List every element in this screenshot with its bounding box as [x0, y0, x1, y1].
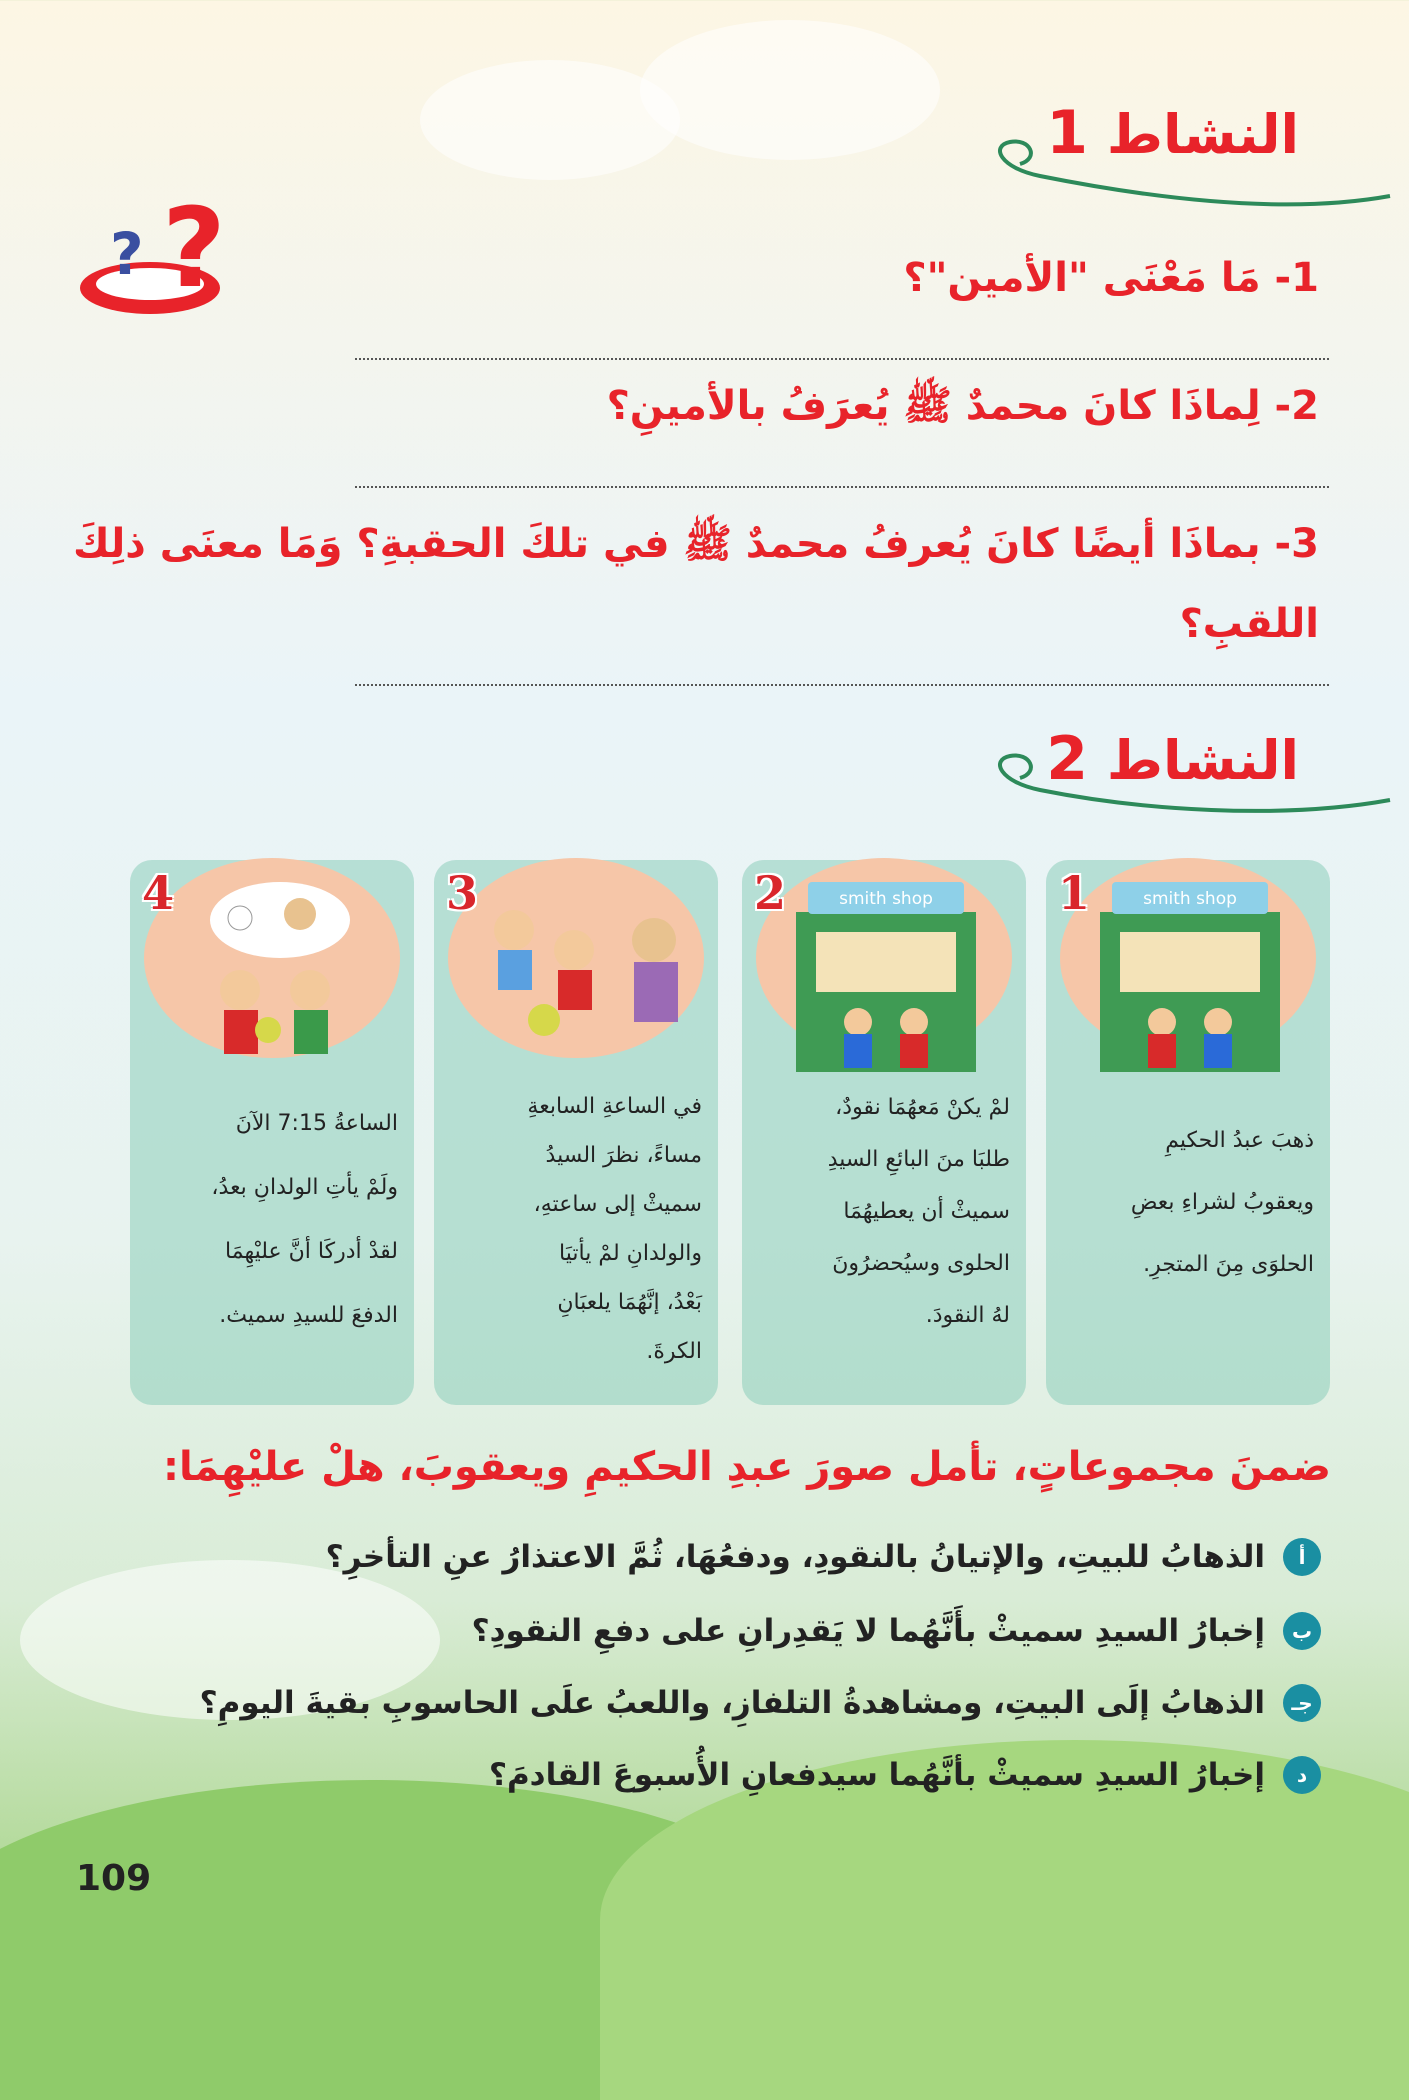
- shop-illustration: [786, 882, 986, 1072]
- story-card-1: [1046, 860, 1330, 1405]
- page-number: 109: [76, 1858, 152, 1899]
- background-cloud: [640, 20, 940, 160]
- kids-playing-illustration: [464, 890, 694, 1060]
- shop-sign: smith shop: [839, 889, 933, 909]
- card-text-line: في الساعةِ السابعةِ: [527, 1094, 702, 1119]
- option-text: الذهابُ إلَى البيتِ، ومشاهدةُ التلفازِ، واللعبُ علَى الحاسوبِ بقيةَ اليومِ؟: [199, 1685, 1265, 1721]
- swirl-decoration: [980, 136, 1400, 226]
- story-card-2: [742, 860, 1026, 1405]
- card-text-line: لقدْ أدركَا أنَّ عليْهِمَا: [225, 1239, 398, 1264]
- svg-text:?: ?: [162, 184, 226, 312]
- option-text: إخبارُ السيدِ سميثْ بأَنَّهُما لا يَقدِرانِ على دفعِ النقودِ؟: [471, 1613, 1265, 1649]
- option-item: [472, 1604, 1321, 1658]
- card-text: [1062, 1110, 1314, 1296]
- card-text-line: الكرةَ.: [646, 1339, 702, 1364]
- option-letter-badge: أ: [1283, 1538, 1321, 1576]
- option-letter-badge: ب: [1283, 1612, 1321, 1650]
- shop-illustration: [1090, 882, 1290, 1072]
- kids-thinking-illustration: [180, 880, 370, 1060]
- option-text: إخبارُ السيدِ سميثْ بأنَّهُما سيدفعانِ الأُسبوعَ القادمَ؟: [488, 1757, 1265, 1793]
- activity-title-number: 1: [1046, 98, 1089, 168]
- card-number: 3: [446, 866, 479, 920]
- shop-sign: smith shop: [1143, 889, 1237, 909]
- question-1: 1- مَا مَعْنَى "الأمين"؟: [903, 255, 1319, 301]
- question-mark-icon: [70, 178, 238, 326]
- answer-line: [355, 684, 1329, 686]
- option-letter-badge: د: [1283, 1756, 1321, 1794]
- card-text-line: الدفعَ للسيدِ سميث.: [219, 1303, 398, 1328]
- card-text-line: مساءً، نظرَ السيدُ: [545, 1143, 702, 1168]
- card-text-line: الحلوَى مِنَ المتجرِ.: [1143, 1252, 1314, 1277]
- card-text-line: لهُ النقودَ.: [925, 1303, 1010, 1328]
- option-item: [200, 1676, 1321, 1730]
- card-text-line: ويعقوبُ لشراءِ بعضِ: [1130, 1190, 1314, 1215]
- question-3: 3- بماذَا أيضًا كانَ يُعرفُ محمدٌ ﷺ في تلكَ الحقبةِ؟ وَمَا معنَى ذلِكَ: [73, 521, 1319, 567]
- activity-title-number: 2: [1046, 724, 1089, 794]
- card-text-line: بَعْدُ، إنَّهُمَا يلعبَانِ: [557, 1290, 702, 1315]
- card-text-line: ذهبَ عبدُ الحكيمِ: [1165, 1128, 1314, 1153]
- card-text: [146, 1092, 398, 1348]
- answer-line: [355, 358, 1329, 360]
- card-text-line: الحلوى وسيُحضرُونَ: [832, 1251, 1010, 1276]
- activity-title-word: النشاط: [1106, 103, 1299, 166]
- card-text-line: طلبَا منَ البائعِ السيدِ: [827, 1147, 1010, 1172]
- swirl-decoration: [980, 750, 1400, 840]
- card-text-line: لمْ يكنْ مَعهُمَا نقودٌ،: [835, 1095, 1010, 1120]
- story-card-4: [130, 860, 414, 1405]
- card-text-line: سميثْ أن يعطيهُمَا: [843, 1199, 1010, 1224]
- option-letter-badge: جـ: [1283, 1684, 1321, 1722]
- question-2: 2- لِماذَا كانَ محمدٌ ﷺ يُعرَفُ بالأمينِ؟: [606, 383, 1319, 429]
- card-text: [758, 1082, 1010, 1342]
- card-text-line: والولدانِ لمْ يأتيَا: [559, 1241, 702, 1266]
- answer-line: [355, 486, 1329, 488]
- story-card-3: [434, 860, 718, 1405]
- option-item: [326, 1530, 1321, 1584]
- activity-title-word: النشاط: [1106, 729, 1299, 792]
- option-text: الذهابُ للبيتِ، والإتيانُ بالنقودِ، ودفعُهَا، ثُمَّ الاعتذارُ عنِ التأخرِ؟: [325, 1539, 1265, 1575]
- question-3-continued: اللقبِ؟: [1179, 601, 1319, 647]
- card-number: 2: [754, 866, 787, 920]
- card-text-line: سميثْ إلى ساعتهِ،: [533, 1192, 702, 1217]
- card-text-line: الساعةُ 7:15 الآنَ: [235, 1111, 398, 1136]
- card-text: [450, 1082, 702, 1376]
- group-instruction: ضمنَ مجموعاتٍ، تأمل صورَ عبدِ الحكيمِ ويعقوبَ، هلْ عليْهِمَا:: [162, 1444, 1331, 1490]
- card-number: 4: [142, 866, 175, 920]
- option-item: [489, 1748, 1321, 1802]
- card-number: 1: [1058, 866, 1091, 920]
- svg-text:?: ?: [110, 220, 144, 288]
- card-text-line: ولَمْ يأتِ الولدانِ بعدُ،: [211, 1175, 398, 1200]
